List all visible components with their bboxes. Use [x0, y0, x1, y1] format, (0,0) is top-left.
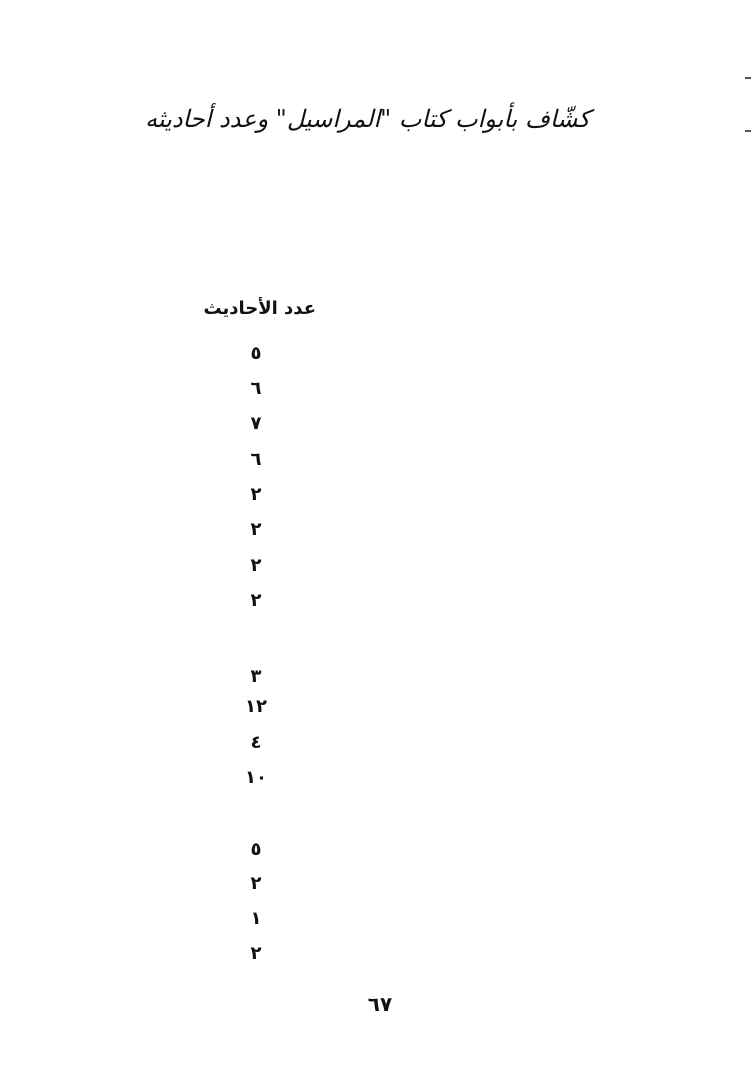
- scan-mark: [745, 130, 751, 132]
- hadith-count-header: عدد الأحاديث: [203, 298, 316, 319]
- chapter-count: ٤: [250, 732, 262, 753]
- scan-mark: [745, 77, 751, 79]
- chapter-count: ٢: [250, 590, 262, 611]
- chapter-count: ١: [250, 908, 262, 929]
- chapter-count: ٢: [250, 519, 262, 540]
- chapter-count: ٥: [250, 343, 262, 364]
- chapter-count: ٦: [250, 378, 262, 399]
- chapter-count: ٦: [250, 449, 262, 470]
- chapter-count: ١٢: [245, 696, 267, 717]
- chapter-count: ٧: [250, 413, 262, 434]
- chapter-count: ٥: [250, 839, 262, 860]
- chapter-count: ٣: [250, 666, 262, 687]
- chapter-count: ٢: [250, 943, 262, 964]
- chapter-count: ٢: [250, 484, 262, 505]
- chapter-count: ٢: [250, 555, 262, 576]
- page-title: كشّاف بأبواب كتاب "المراسيل" وعدد أحاديثه: [145, 105, 590, 133]
- chapter-count: ٢: [250, 873, 262, 894]
- page-number: ٦٧: [367, 992, 393, 1016]
- chapter-count: ١٠: [245, 767, 267, 788]
